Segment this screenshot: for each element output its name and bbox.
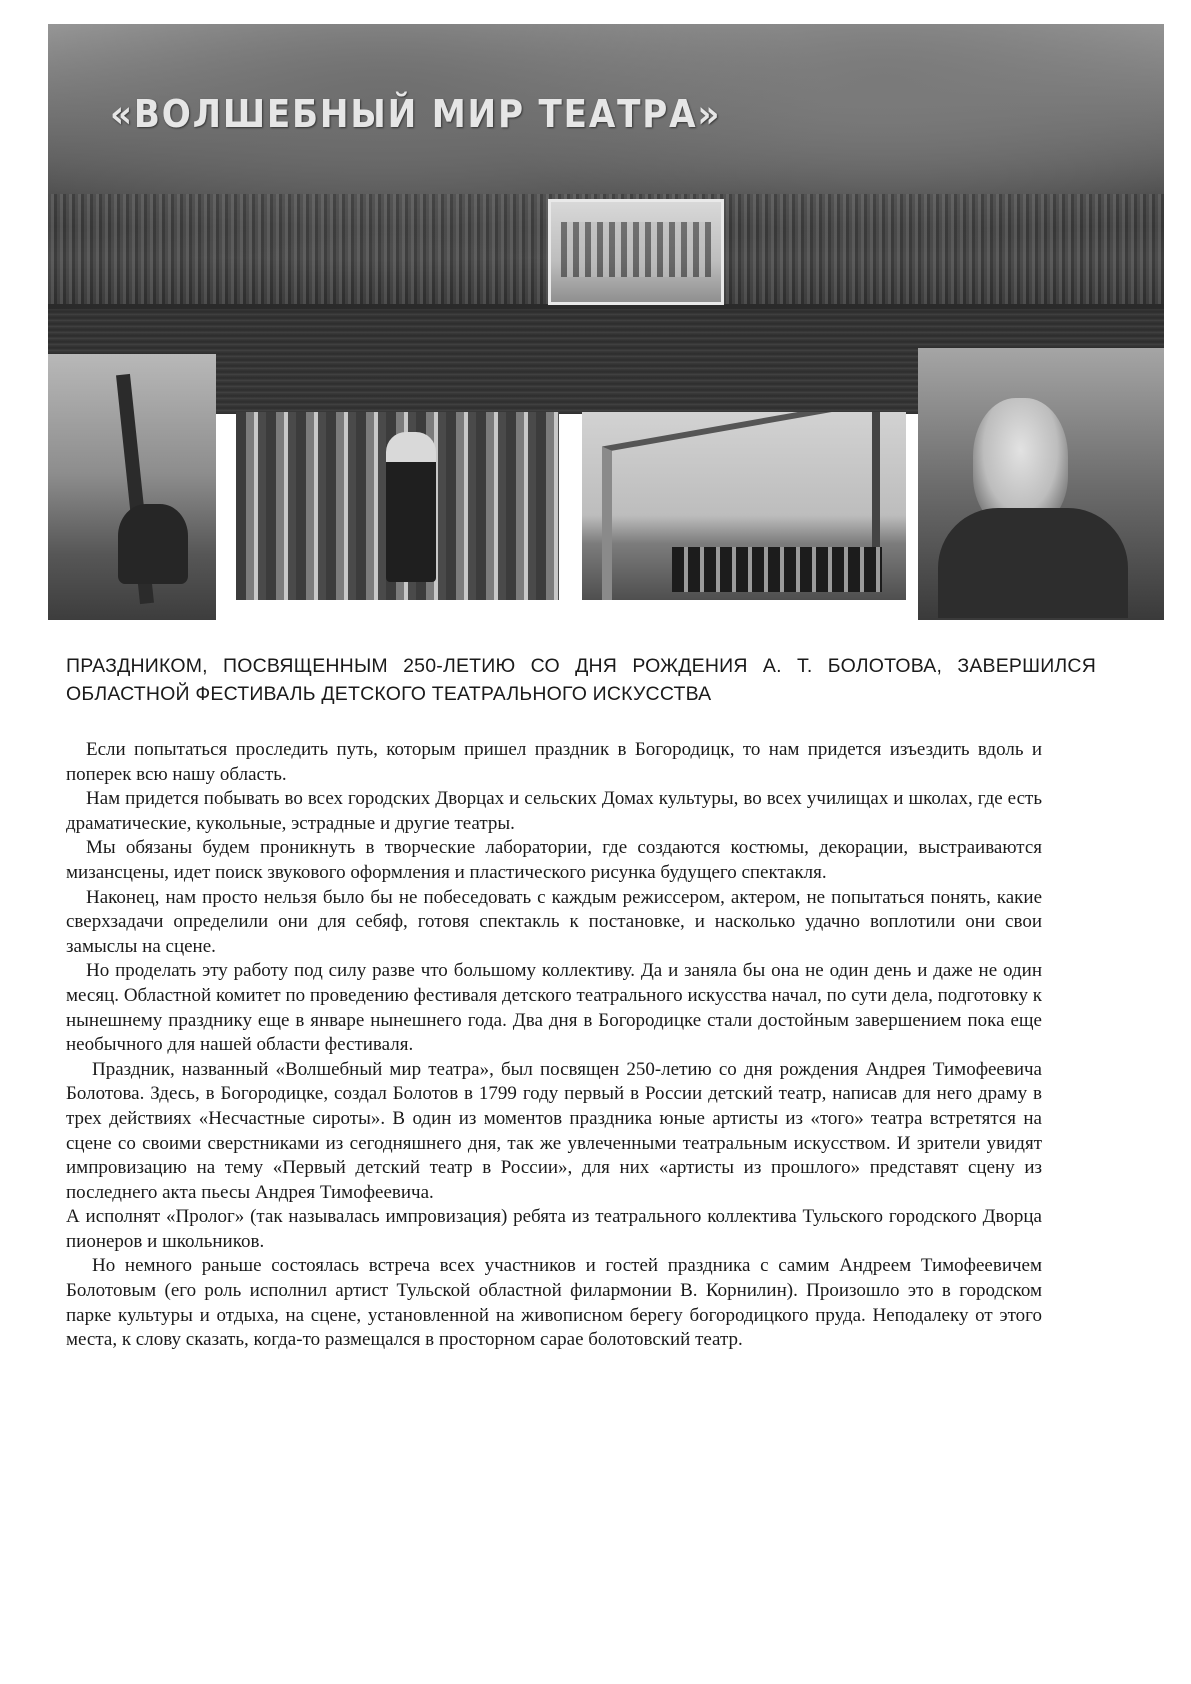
article-headline: ПРАЗДНИКОМ, ПОСВЯЩЕННЫМ 250-ЛЕТИЮ СО ДНЯ РОЖДЕНИЯ А. Т. БОЛОТОВА, ЗАВЕРШИЛСЯ ОБЛАСТНОЙ ФЕСТИВАЛЬ ДЕТСКОГО ТЕАТРАЛЬНОГО ИСКУССТВА xyxy=(66,655,1096,705)
photo-stage-performance xyxy=(582,412,906,600)
photo-children-group xyxy=(236,412,559,600)
photo-title: «ВОЛШЕБНЫЙ МИР ТЕАТРА» xyxy=(110,92,722,136)
photo-collage xyxy=(0,0,1191,680)
article-body xyxy=(66,738,1042,1353)
paragraph: Праздник, названный «Волшебный мир театра», был посвящен 250-летию со дня рождения Андрея Тимофеевича Болотова. Здесь, в Богородицке, создал Болотов в 1799 году первый в России детский театр, написав для него драму в трех действиях «Несчастные сироты». В один из моментов праздника юные артисты из «того» театра встретятся на сцене со своими сверстниками из сегодняшнего дня, так же увлеченными театральным искусством. И зрители увидят импровизацию на тему «Первый детский театр в России», для них «артисты из прошлого» представят сцену из последнего акта пьесы Андрея Тимофеевича. xyxy=(66,1058,1042,1203)
paragraph: Наконец, нам просто нельзя было бы не побеседовать с каждым режиссером, актером, не попытаться понять, какие сверхзадачи определили они для себяф, готовя спектакль к постановке, и насколько удачно воплотили они свои замыслы на сцене. xyxy=(66,886,1042,957)
paragraph: Если попытаться проследить путь, которым пришел праздник в Богородицк, то нам придется изъездить вдоль и поперек всю нашу область. xyxy=(66,739,1042,785)
paragraph: Но проделать эту работу под силу разве что большому коллективу. Да и заняла бы она не один день и даже не один месяц. Областной комитет по проведению фестиваля детского театрального искусства начал, по сути дела, подготовку к нынешнему празднику еще в январе нынешнего года. Два дня в Богородицке стали достойным завершением пока еще необычного для нашей области фестиваля. xyxy=(66,960,1042,1056)
photo-horse-cart xyxy=(48,354,216,620)
paragraph: Нам придется побывать во всех городских Дворцах и сельских Домах культуры, во всех училищах и школах, где есть драматические, кукольные, эстрадные и другие театры. xyxy=(66,788,1042,834)
stage xyxy=(548,199,724,305)
photo-girl-portrait xyxy=(918,348,1164,620)
paragraph: А исполнят «Пролог» (так называлась импровизация) ребята из театрального коллектива Тульского городского Дворца пионеров и школьников. xyxy=(66,1206,1042,1252)
paragraph: Но немного раньше состоялась встреча всех участников и гостей праздника с самим Андреем Тимофеевичем Болотовым (его роль исполнил артист Тульской областной филармонии В. Корнилин). Произошло это в городском парке культуры и отдыха, на сцене, установленной на живописном берегу богородицкого пруда. Неподалеку от этого места, к слову сказать, когда-то размещался в просторном сарае болотовский театр. xyxy=(66,1255,1042,1351)
paragraph: Мы обязаны будем проникнуть в творческие лаборатории, где создаются костюмы, декорации, выстраиваются мизансцены, идет поиск звукового оформления и пластического рисунка будущего спектакля. xyxy=(66,837,1042,883)
